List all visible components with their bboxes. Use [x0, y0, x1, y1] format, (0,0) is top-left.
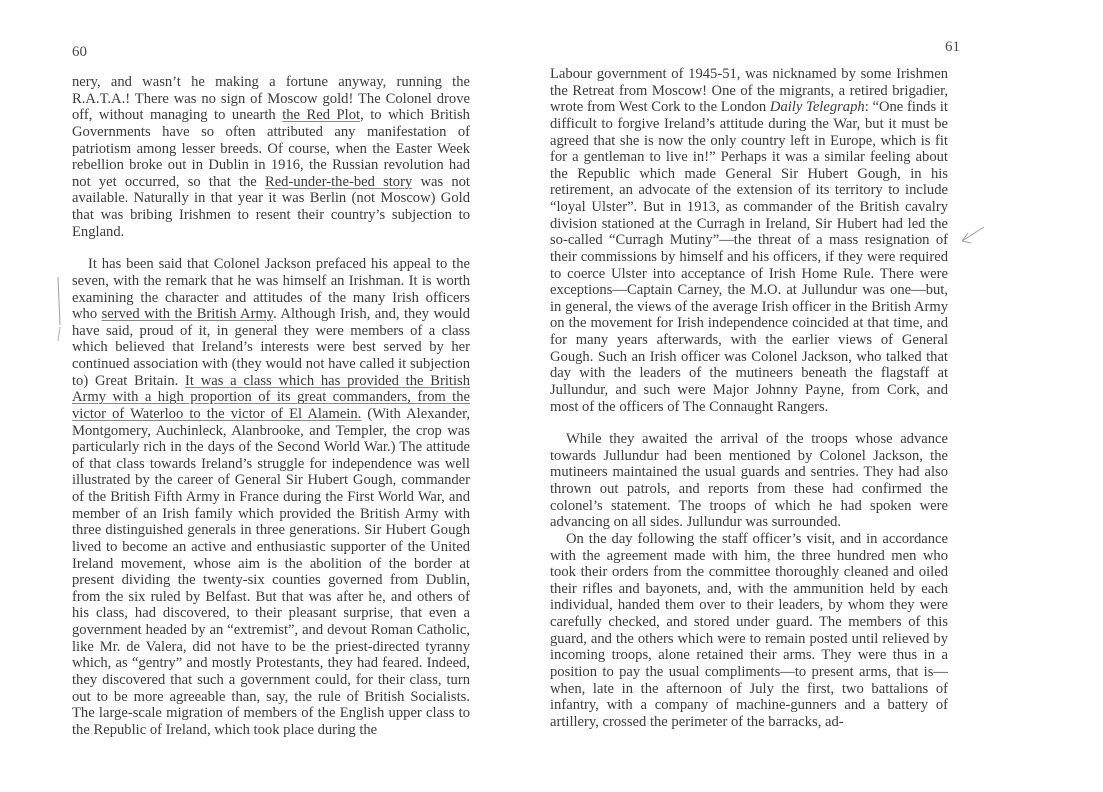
underlined-text: Red-under-the-bed story — [264, 173, 413, 190]
paragraph — [550, 531, 948, 731]
text-run: On the day following the staff officer’s visit, and in accordance with the agreement made with him, the three hundred men who took their orders from the committee thoroughly cleaned and oiled their rifles and bayonets, and, with the ammunition held by each individual, handed them over to their leaders, by whom they were carefully checked, and stored under guard. The members of this guard, and the others which were to remain posted until relieved by incoming troops, alone retained their arms. They were thus in a position to pay the usual compliments—to present arms, that is—when, late in the afternoon of July the first, two battalions of infantry, with a company of machine-gunners and a battery of artillery, crossed the perimeter of the barracks, ad- — [550, 530, 948, 730]
page-number: 60 — [72, 44, 87, 60]
text-run: : “One finds it difficult to forgive Ireland’s attitude during the War, but it must be agreed that she is now the only country left in Europe, which is fit for a gentleman to live in!” Perhaps it was a similar feeling about the Republic which made General Sir Hubert Gough, in his retirement, an advocate of the extension of its territory to include “loyal Ulster”. But in 1913, as commander of the British cavalry division stationed at the Curragh in Ireland, Sir Hubert had led the so-called “Curragh Mutiny”—the threat of a mass resignation of their commissions by himself and his officers, if they were required to coerce Ulster into acceptance of Irish Home Rule. There were exceptions—Captain Carney, the M.O. at Jullundur was one—but, in general, the views of the average Irish officer in the British Army on the movement for Irish independence coincided at that time, and for many years afterwards, with the earlier views of General Gough. Such an Irish officer was Colonel Jackson, who talked that day with the leaders of the mutineers beneath the flagstaff at Jullundur, and such were Major Johnny Payne, from Cork, and most of the officers of The Connaught Rangers. — [550, 99, 948, 415]
paragraph — [550, 431, 948, 531]
underlined-text: served with the British Army — [101, 306, 274, 323]
text-run: Labour government of 1945-51, was nicknamed by some Irishmen the Retreat from Moscow! One of the migrants, a retired brigadier, wrote from West Cork to the London — [550, 66, 948, 116]
text-run: (With Alexander, Montgomery, Auchinleck, Alanbrooke, and Templer, the crop was particularly rich in the days of the Second World War.) The attitude of that class towards Ireland’s struggle for independence was well illustrated by the career of General Sir Hubert Gough, commander of the British Fifth Army in France during the First World War, and member of an Irish family which provided the British Army with three distinguished generals in three generations. Sir Hubert Gough lived to become an active and enthusiastic supporter of the United Ireland movement, whose aim is the abolition of the border at present dividing the twenty-six counties governed from Dublin, from the six ruled by Belfast. But that was after he, and others of his class, had discovered, to their pleasant surprise, that even a government headed by an “extremist”, and devout Roman Catholic, like Mr. de Valera, did not have to be the priest-directed tyranny which, as “gentry” and mostly Protestants, they had feared. Indeed, they discovered that such a government could, for their class, turn out to be more agreeable than, say, the rule of British Socialists. The large-scale migration of members of the English upper class to the Republic of Ireland, which took place during the — [72, 405, 470, 738]
paragraph — [550, 66, 948, 415]
text-run: It has been said that Colonel Jackson prefaced his appeal to the seven, with the remark that he was himself an Irishman. It is worth examining the character and attitudes of the many Irish officers who — [72, 256, 470, 323]
underlined-text: It was a class which has provided the British Army with a high proportion of its great commanders, from the victor of Waterloo to the victor of El Alamein. — [72, 372, 470, 422]
text-run: was not available. Naturally in that year it was Berlin (not Moscow) Gold that was bribing Irishmen to resent their country’s subjection to England. — [72, 173, 470, 240]
paragraph — [72, 256, 470, 738]
text-run: While they awaited the arrival of the troops whose advance towards Jullundur had been mentioned by Colonel Jackson, the mutineers maintained the usual guards and sentries. They had also thrown out patrols, and reports from these had confirmed the colonel’s statement. The troops of which he had spoken were advancing on all sides. Jullundur was surrounded. — [550, 431, 948, 531]
margin-arrow-icon — [958, 225, 988, 247]
text-column — [72, 74, 470, 738]
underlined-text: the Red Plot — [282, 107, 361, 124]
paragraph — [72, 74, 470, 240]
page-number: 61 — [945, 39, 960, 55]
text-column — [550, 66, 948, 730]
left-page — [0, 0, 551, 792]
text-run: . Although Irish, and, they would have said, proud of it, in general they were members of a class which believed that Ireland’s interests were best served by her continued association with (they would not have called it subjection to) Great Britain. — [72, 306, 470, 389]
right-page — [551, 0, 1103, 792]
italic-text: Daily Telegraph — [769, 99, 865, 116]
text-run: nery, and wasn’t he making a fortune anyway, running the R.A.T.A.! There was no sign of Moscow gold! The Colonel drove off, without managing to unearth — [72, 74, 470, 124]
text-run: , to which British Governments have so often attributed any manifestation of patriotism among lesser breeds. Of course, when the Easter Week rebellion broke out in Dublin in 1916, the Russian revolution had not yet occurred, so that the — [72, 107, 470, 190]
margin-pencil-mark-icon — [52, 275, 68, 345]
